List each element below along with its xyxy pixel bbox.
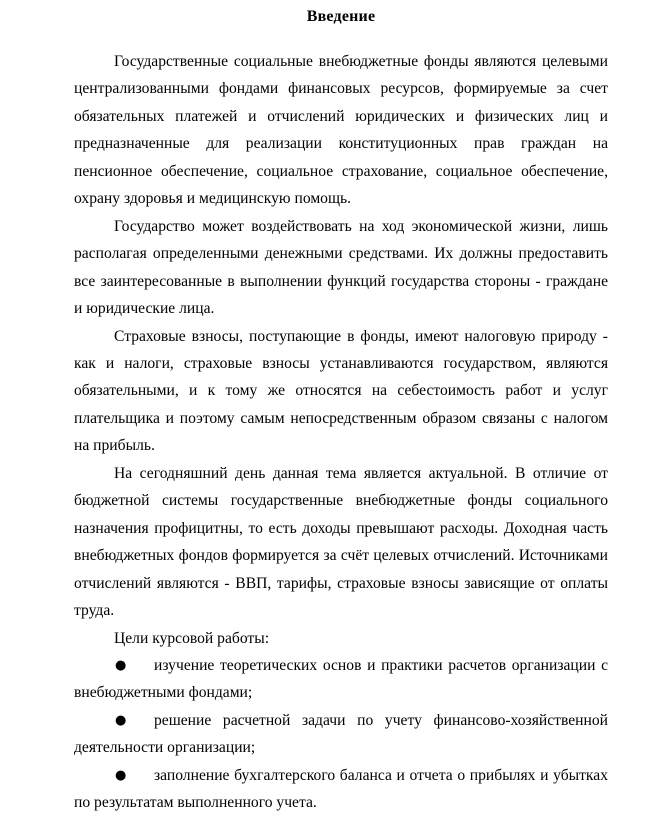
goal-item-text: изучение теоретических основ и практики расчетов организации с внебюджетными фондами;: [74, 656, 608, 702]
goal-item: [74, 652, 608, 707]
goals-list: [74, 652, 608, 817]
goal-item-text: решение расчетной задачи по учету финансово-хозяйственной деятельности организации;: [74, 711, 608, 757]
paragraph-state-funds: Государство может воздействовать на ход экономической жизни, лишь располагая определенными денежными средствами. Их должны предоставить все заинтересованные в выполнении функций государства стороны - граждане и юридические лица.: [74, 217, 608, 318]
document-title: Введение: [306, 8, 376, 25]
goals-heading: Цели курсовой работы:: [114, 629, 270, 647]
bullet-icon: ●: [115, 657, 127, 673]
goal-item: [74, 762, 608, 817]
goal-item: [74, 707, 608, 762]
paragraph-insurance-contributions: Страховые взносы, поступающие в фонды, имеют налоговую природу - как и налоги, страховые взносы устанавливаются государством, являются обязательными, и к тому же относятся на себестоимость работ и услуг плательщика и поэтому самым непосредственным образом связаны с налогом на прибыль.: [74, 327, 608, 455]
document-page: [74, 0, 608, 817]
goal-item-text: заполнение бухгалтерского баланса и отчета о прибылях и убытках по результатам выполненного учета.: [74, 766, 608, 812]
paragraph-relevance: На сегодняшний день данная тема является актуальной. В отличие от бюджетной системы государственные внебюджетные фонды социального назначения профицитны, то есть доходы превышают расходы. Доходная часть внебюджетных фондов формируется за счёт целевых отчислений. Источниками отчислений являются - ВВП, тарифы, страховые взносы зависящие от оплаты труда.: [74, 464, 608, 620]
paragraph-intro: Государственные социальные внебюджетные фонды являются целевыми централизованными фондами финансовых ресурсов, формируемые за счет обязательных платежей и отчислений юридических и физических лиц и предназначенные для реализации конституционных прав граждан на пенсионное обеспечение, социальное страхование, социальное обеспечение, охрану здоровья и медицинскую помощь.: [74, 53, 608, 208]
bullet-icon: ●: [115, 712, 127, 728]
bullet-icon: ●: [115, 767, 127, 783]
